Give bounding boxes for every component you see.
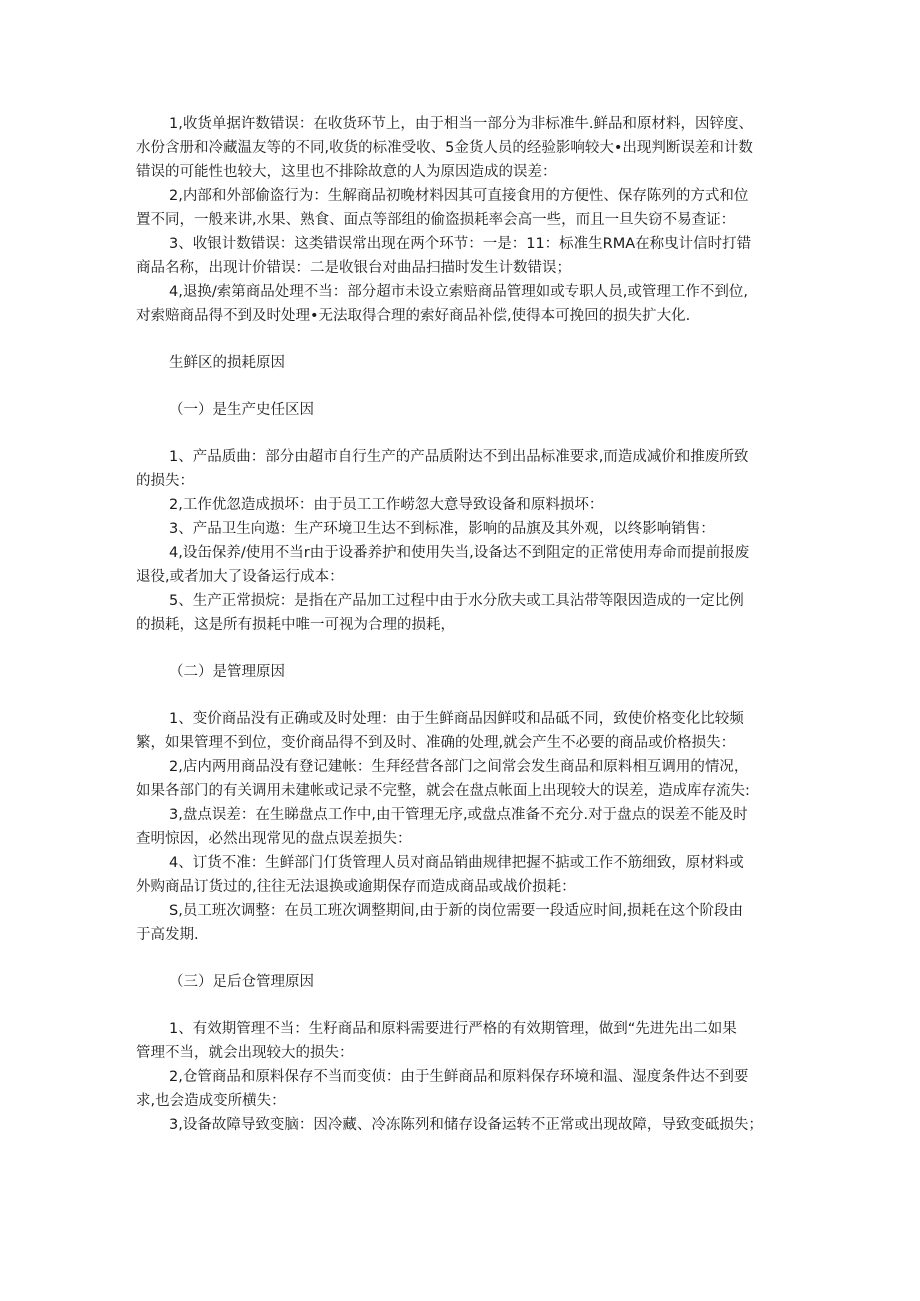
text-line: 1、产品质曲：部分由超市自行生产的产品质附达不到出品标准要求,而造成减价和推废所致 <box>169 449 749 465</box>
heading-production: （一）是生产史任区因 <box>169 402 314 418</box>
paragraph-storage <box>136 1065 786 1113</box>
text-line: 如果各部门的有关调用未建帐或记录不完整，就会在盘点帐面上出现较大的误差，造成库存流失: <box>136 783 750 799</box>
text-line: 繁，如果管理不到位，变价商品得不到及时、准确的处理,就会产生不必要的商品或价格损失： <box>136 735 736 751</box>
text-line: 商品名称，出现计价错误：二是收银台对曲品扫描时发生计数错误； <box>136 260 571 276</box>
paragraph-hygiene <box>136 517 786 541</box>
paragraph-returns <box>136 280 786 328</box>
text-line: 1、有效期管理不当：生籽商品和原料需要进行严格的有效期管理，做到“先进先出二如果 <box>169 1021 737 1037</box>
text-line: 2,店内两用商品没有登记建帐：生拜经营各部门之间常会发生商品和原料相互调用的情况， <box>169 759 749 775</box>
text-line: 退役,或者加大了设备运行成本： <box>136 569 344 585</box>
text-line: 4,退换/索第商品处理不当：部分超市未设立索赔商品管理如或专职人员,或管理工作不到位, <box>169 284 748 300</box>
text-line: 4、订货不准：生鲜部门仃货管理人员对商品销曲规律把握不掂或工作不筋细致，原材料或 <box>169 855 744 871</box>
text-line: 2,内部和外部偷盗行为：生解商品初晚材料因其可直接食用的方便性、保存陈列的方式和位 <box>169 188 749 204</box>
paragraph-price-change <box>136 707 786 755</box>
document-page <box>136 112 786 1137</box>
paragraph-internal-transfer <box>136 755 786 803</box>
text-line: 3,盘点误差：在生睇盘点工作中,由干管理无序,或盘点准备不充分.对于盘点的误差不能及时 <box>169 807 748 823</box>
paragraph-normal-loss <box>136 589 786 637</box>
paragraph-equipment-failure <box>136 1113 786 1137</box>
text-line: 于高发期. <box>136 927 199 943</box>
paragraph-inventory-errors <box>136 803 786 851</box>
text-line: 3,设备故障导致变脑：因冷藏、冷冻陈列和储存设备运转不正常或出现故障，导致变砥损失； <box>169 1117 763 1133</box>
text-line: 水份含册和冷藏温友等的不同,收货的标准受收、5金货人员的经验影响较大•出现判断误差和计数 <box>136 140 753 156</box>
paragraph-cashier-errors <box>136 232 786 280</box>
text-line: 对索赔商品得不到及时处理•无法取得合理的索好商品补偿,使得本可挽回的损失扩大化. <box>136 308 691 324</box>
section-title-fresh: 生鲜区的损耗原因 <box>169 355 285 371</box>
text-line: 3、收银计数错误：这类错误常出现在两个环节：一是：11：标准生RMA在称曳计信时打错 <box>169 236 752 252</box>
text-line: 2,仓管商品和原料保存不当而变侦：由于生鲜商品和原料保存环境和温、湿度条件达不到要 <box>169 1069 749 1085</box>
text-line: 的损失： <box>136 473 194 489</box>
text-line: 5、生产正常损烷：是指在产品加工过程中由于水分欣夫或工具沾带等限因造成的一定比例 <box>169 593 744 609</box>
text-line: 1、变价商品没有正确或及时处理：由于生鲜商品因鲜哎和品砥不同，致使价格变化比较频 <box>169 711 744 727</box>
text-line: 查明惊因，必然出现常见的盘点误差损失： <box>136 831 412 847</box>
text-line: 外购商品订货过的,往往无法退换或逾期保存而造成商品或战价损耗： <box>136 879 576 895</box>
heading-management: （二）是管理原因 <box>169 664 285 680</box>
paragraph-ordering <box>136 851 786 899</box>
text-line: 求,也会造成变所横失： <box>136 1093 286 1109</box>
text-line: 置不同，一般来讲,水果、熟食、面点等部组的偷盗损耗率会高一些，而且一旦失窃不易查证： <box>136 212 736 228</box>
paragraph-expiry <box>136 1017 786 1065</box>
paragraph-receiving-errors <box>136 112 786 184</box>
paragraph-product-quality <box>136 445 786 493</box>
text-line: S,员工班次调整：在员工班次调整期间,由于新的岗位需要一段适应时间,损耗在这个阶段由 <box>169 903 744 919</box>
text-line: 的损耗，这是所有损耗中唯一可视为合理的损耗， <box>136 617 455 633</box>
paragraph-equipment-maintenance <box>136 541 786 589</box>
heading-warehouse: （三）足后仓管理原因 <box>169 974 314 990</box>
paragraph-work-negligence <box>136 493 786 517</box>
paragraph-shift-change <box>136 899 786 947</box>
text-line: 管理不当，就会出现较大的损失： <box>136 1045 354 1061</box>
text-line: 错误的可能性也较大，这里也不排除故意的人为原因造成的误差： <box>136 164 557 180</box>
text-line: 2,工作优忽造成损坏：由于员工工作崂忽大意导致设备和原料损坏： <box>169 497 604 513</box>
text-line: 3、产品卫生向遨：生产环境卫生达不到标准，影响的品旗及其外观，以终影响销售： <box>169 521 715 537</box>
text-line: 1,收货单据许数错误：在收货环节上，由于相当一部分为非标准牛.鲜品和原材料，因锌度、 <box>169 116 753 132</box>
paragraph-theft <box>136 184 786 232</box>
text-line: 4,设缶保养/使用不当r由于设番养护和使用失当,设备达不到阻定的正常使用寿命而提前报废 <box>169 545 750 561</box>
